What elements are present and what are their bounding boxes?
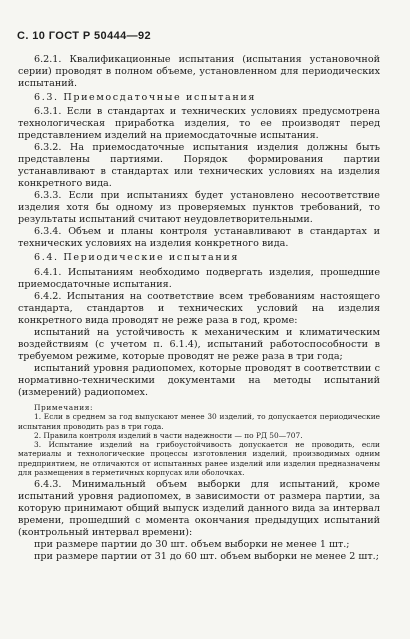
paragraph-sample-size-60: при размере партии от 31 до 60 шт. объем выборки не менее 2 шт.; (34, 551, 379, 563)
page-header: С. 10 ГОСТ Р 50444—92 (17, 30, 152, 42)
paragraph-6-4-3: 6.4.3. Минимальный объем выборки для испытаний, кроме испытаний уровня радиопомех, в зависимости от размера партии, за которую принимают общий выпуск изделий данного вида за интервал времени, прошедший с момента окончания предыдущих испытаний (контрольный интервал времени): (18, 479, 380, 539)
paragraph-6-3-1: 6.3.1. Если в стандартах и технических условиях предусмотрена технологическая приработка изделия, то ее производят перед представлением изделий на приемосдаточные испытания. (18, 106, 380, 141)
paragraph-6-2-1: 6.2.1. Квалификационные испытания (испытания установочной серии) проводят в полном объеме, установленном для периодических испытаний. (18, 54, 380, 89)
paragraph-6-4-1: 6.4.1. Испытаниям необходимо подвергать изделия, прошедшие приемосдаточные испытания. (18, 267, 380, 290)
notes-block (18, 403, 380, 477)
paragraph-sample-size-30: при размере партии до 30 шт. объем выборки не менее 1 шт.; (34, 539, 350, 551)
paragraph-6-3-4: 6.3.4. Объем и планы контроля устанавливают в стандартах и технических условиях на изделия конкретного вида. (18, 226, 380, 249)
note-1: 1. Если в среднем за год выпускают менее 30 изделий, то допускается периодические испытания проводить раз в три года. (18, 412, 380, 431)
note-2: 2. Правила контроля изделий в части надежности — по РД 50—707. (34, 430, 303, 440)
document-body (18, 54, 380, 563)
paragraph-6-4-2: 6.4.2. Испытания на соответствие всем требованиям настоящего стандарта, стандартов и технических условий на изделия конкретного вида проводят не реже раза в год, кроме: (18, 291, 380, 326)
paragraph-6-3-2: 6.3.2. На приемосдаточные испытания изделия должны быть представлены партиями. Порядок формирования партии устанавливают в стандартах или технических условиях на изделия конкретного вида. (18, 142, 380, 189)
paragraph-exception-radio: испытаний уровня радиопомех, которые проводят в соответствии с нормативно-техническими документами на методы испытаний (измерений) радиопомех. (18, 363, 380, 398)
section-heading-6-4: 6.4. Периодические испытания (34, 252, 239, 263)
note-3: 3. Испытание изделий на грибоустойчивость допускается не проводить, если материалы и технологические процессы изготовления изделий, производимых одним предприятием, не отличаются от испытанных ранее изделий или изделия предназначены для размещения в герметичных корпусах или оболочках. (18, 440, 380, 478)
paragraph-6-3-3: 6.3.3. Если при испытаниях будет установлено несоответствие изделия хотя бы одному из проверяемых пунктов требований, то результаты испытаний считают неудовлетворительными. (18, 190, 380, 225)
section-heading-6-3: 6.3. Приемосдаточные испытания (34, 92, 257, 103)
notes-title: Примечания: (34, 403, 94, 412)
paragraph-exception-climatic: испытаний на устойчивость к механическим и климатическим воздействиям (с учетом п. 6.1.4), испытаний работоспособности в требуемом режиме, которые проводят не реже раза в три года; (18, 327, 380, 362)
